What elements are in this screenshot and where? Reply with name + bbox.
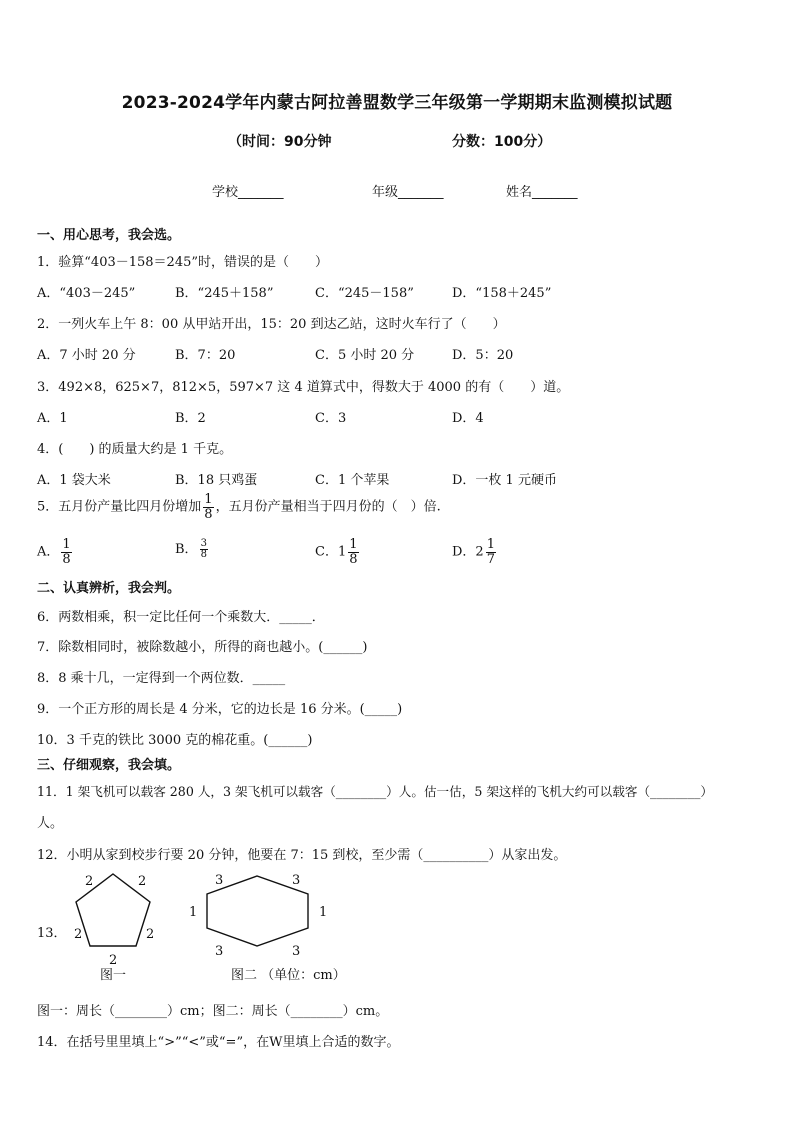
- question-14: 14．在括号里里填上“>”“<”或“=”，在W里填上合适的数字。: [37, 1035, 400, 1050]
- question-2-option-b: B．7：20: [175, 348, 236, 363]
- pentagon-side-label: 2: [85, 874, 94, 889]
- question-10: 10．3 千克的铁比 3000 克的棉花重。(______): [37, 733, 313, 748]
- question-2-stem: 2．一列火车上午 8：00 从甲站开出，15：20 到达乙站，这时火车行了（ ）: [37, 317, 506, 332]
- question-4-option-b: B．18 只鸡蛋: [175, 473, 258, 488]
- question-11-line-1: 11．1 架飞机可以载客 280 人，3 架飞机可以载客（________）人。估一估，5 架这样的飞机大约可以载客（________）: [37, 784, 714, 799]
- option-fraction: [200, 539, 208, 561]
- question-5-stem-before: 5．五月份产量比四月份增加: [37, 499, 202, 515]
- figure-2-caption: 图二 （单位：cm）: [231, 968, 346, 983]
- fraction-denominator: 8: [62, 551, 71, 567]
- option-label: A．: [37, 544, 60, 560]
- exam-score: 分数：100分）: [452, 134, 552, 150]
- fraction-denominator: 8: [204, 506, 213, 522]
- question-5-stem: [37, 493, 441, 521]
- question-7: 7．除数相同时，被除数越小，所得的商也越小。(______): [37, 640, 368, 655]
- hexagon-side-label: 1: [189, 905, 198, 920]
- question-6: 6．两数相乘，积一定比任何一个乘数大．_____．: [37, 610, 325, 625]
- fraction-numerator: 1: [204, 492, 213, 507]
- hexagon-side-label: 1: [319, 905, 328, 920]
- figure-1-caption: 图一: [100, 968, 127, 983]
- question-5-option-a: [37, 538, 74, 566]
- pentagon-side-label: 2: [138, 874, 147, 889]
- exam-title: 2023-2024学年内蒙古阿拉善盟数学三年级第一学期期末监测模拟试题: [121, 93, 673, 113]
- question-2-option-d: D．5：20: [452, 348, 514, 363]
- option-fraction: [486, 538, 496, 566]
- question-5-option-d: [452, 538, 498, 566]
- question-2-option-a: A．7 小时 20 分: [37, 348, 136, 363]
- option-fraction: [61, 538, 71, 566]
- question-3-option-c: C．3: [315, 411, 347, 426]
- question-1-stem: 1．验算“403－158＝245”时，错误的是（ ）: [37, 255, 329, 270]
- fraction-numerator: 3: [200, 537, 207, 549]
- question-1-option-d: D．“158＋245”: [452, 286, 552, 301]
- fraction-numerator: 1: [62, 537, 71, 552]
- question-11-line-2: 人。: [37, 816, 64, 831]
- question-4-option-c: C．1 个苹果: [315, 473, 390, 488]
- hexagon-side-label: 3: [215, 873, 224, 888]
- question-5-stem-fraction: [203, 493, 213, 521]
- pentagon-side-label: 2: [74, 927, 83, 942]
- name-field: 姓名_______: [506, 185, 578, 200]
- question-3-stem: 3．492×8，625×7，812×5，597×7 这 4 道算式中，得数大于 4000 的有（ ）道。: [37, 380, 570, 395]
- fraction-denominator: 8: [200, 549, 207, 560]
- question-5-stem-after: ，五月份产量相当于四月份的（ ）倍.: [215, 499, 441, 515]
- question-4-option-a: A．1 袋大米: [37, 473, 111, 488]
- hexagon-side-label: 3: [292, 873, 301, 888]
- section-heading-2: 二、认真辨析，我会判。: [37, 581, 181, 596]
- question-5-option-c: [315, 538, 361, 566]
- pentagon-side-label: 2: [109, 953, 118, 968]
- question-2-option-c: C．5 小时 20 分: [315, 348, 415, 363]
- question-8: 8．8 乘十几，一定得到一个两位数．_____: [37, 671, 286, 686]
- question-3-option-b: B．2: [175, 411, 206, 426]
- question-3-option-a: A．1: [37, 411, 68, 426]
- fraction-denominator: 8: [349, 551, 358, 567]
- option-fraction: [348, 538, 358, 566]
- question-13-figures: [60, 866, 380, 986]
- question-13-number: 13．: [37, 926, 67, 941]
- school-field: 学校_______: [212, 185, 284, 200]
- question-1-option-b: B．“245＋158”: [175, 286, 274, 301]
- question-1-option-a: A．“403－245”: [37, 286, 136, 301]
- grade-field: 年级_______: [372, 185, 444, 200]
- question-1-option-c: C．“245－158”: [315, 286, 414, 301]
- hexagon-side-label: 3: [292, 944, 301, 959]
- question-12: 12．小明从家到校步行要 20 分钟，他要在 7：15 到校，至少需（__________）从家出发。: [37, 848, 567, 863]
- pentagon-side-label: 2: [146, 927, 155, 942]
- hexagon-side-label: 3: [215, 944, 224, 959]
- question-4-option-d: D．一枚 1 元硬币: [452, 473, 557, 488]
- option-label: C．1: [315, 544, 347, 560]
- question-3-option-d: D．4: [452, 411, 484, 426]
- section-heading-1: 一、用心思考，我会选。: [37, 228, 181, 243]
- fraction-numerator: 1: [349, 537, 358, 552]
- question-13-answer-line: 图一：周长（________）cm；图二：周长（________）cm。: [37, 1004, 389, 1019]
- question-5-option-b: [175, 538, 210, 561]
- section-heading-3: 三、仔细观察，我会填。: [37, 758, 181, 773]
- question-9: 9．一个正方形的周长是 4 分米，它的边长是 16 分米。(_____): [37, 702, 403, 717]
- fraction-numerator: 1: [486, 537, 495, 552]
- exam-time: （时间：90分钟: [228, 134, 332, 150]
- option-label: D．2: [452, 544, 484, 560]
- question-4-stem: 4．( ) 的质量大约是 1 千克。: [37, 442, 233, 457]
- option-label: B．: [175, 542, 198, 557]
- fraction-denominator: 7: [486, 551, 495, 567]
